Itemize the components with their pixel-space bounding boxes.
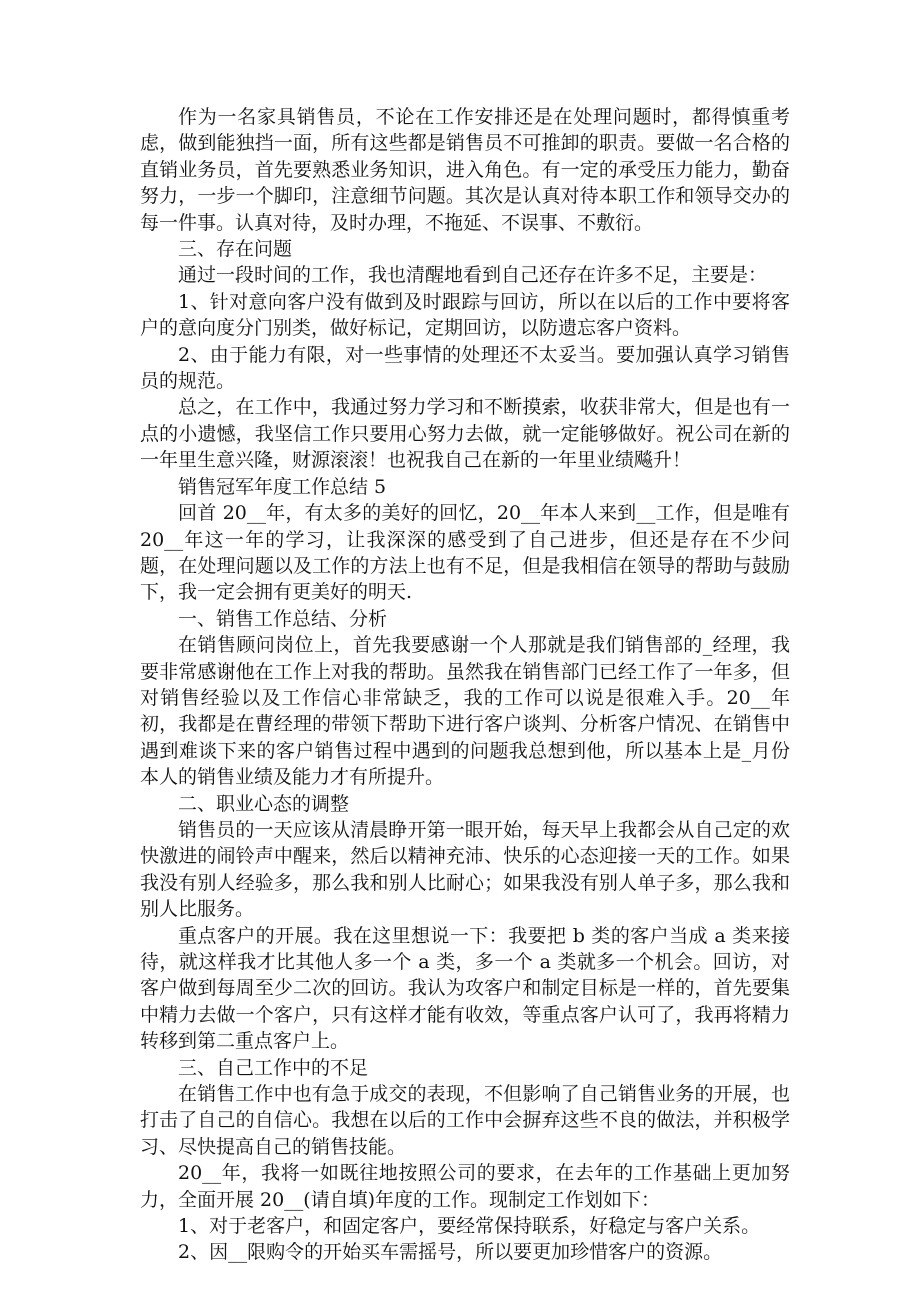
paragraph: 回首 20__年，有太多的美好的回忆，20__年本人来到__工作，但是唯有20__年这一年的学习，让我深深的感受到了自己进步，但还是存在不少问题，在处理问题以及工作的方法上也有不足，但是我相信在领导的帮助与鼓励下，我一定会拥有更美好的明天.	[140, 502, 790, 604]
list-item: 2、由于能力有限，对一些事情的处理还不太妥当。要加强认真学习销售员的规范。	[140, 343, 790, 393]
list-item: 2、因__限购令的开始买车需摇号，所以要更加珍惜客户的资源。	[178, 1241, 723, 1264]
paragraph: 在销售顾问岗位上，首先我要感谢一个人那就是我们销售部的_经理，我要非常感谢他在工作上对我的帮助。虽然我在销售部门已经工作了一年多，但对销售经验以及工作信心非常缺乏，我的工作可以说是很难入手。20__年初，我都是在曹经理的带领下帮助下进行客户谈判、分析客户情况、在销售中遇到难谈下来的客户销售过程中遇到的问题我总想到他，所以基本上是_月份本人的销售业绩及能力才有所提升。	[140, 634, 790, 789]
document-title: 销售冠军年度工作总结 5	[178, 475, 387, 498]
paragraph: 销售员的一天应该从清晨睁开第一眼开始，每天早上我都会从自己定的欢快激进的闹铃声中醒来，然后以精神充沛、快乐的心态迎接一天的工作。如果我没有别人经验多，那么我和别人比耐心；如果我没有别人单子多，那么我和别人比服务。	[140, 818, 790, 921]
section-heading: 三、存在问题	[178, 238, 293, 261]
paragraph: 20__年，我将一如既往地按照公司的要求，在去年的工作基础上更加努力，全面开展 20__(请自填)年度的工作。现制定工作划如下：	[140, 1162, 790, 1211]
section-heading: 二、职业心态的调整	[178, 792, 350, 815]
list-item: 1、针对意向客户没有做到及时跟踪与回访，所以在以后的工作中要将客户的意向度分门别类，做好标记，定期回访，以防遗忘客户资料。	[140, 290, 790, 340]
paragraph: 通过一段时间的工作，我也清醒地看到自己还存在许多不足，主要是：	[178, 264, 768, 287]
section-heading: 三、自己工作中的不足	[178, 1056, 369, 1079]
paragraph: 在销售工作中也有急于成交的表现，不但影响了自己销售业务的开展，也打击了自己的自信心。我想在以后的工作中会摒弃这些不良的做法，并积极学习、尽快提高自己的销售技能。	[140, 1083, 790, 1158]
list-item: 1、对于老客户，和固定客户，要经常保持联系，好稳定与客户关系。	[178, 1215, 761, 1238]
paragraph: 重点客户的开展。我在这里想说一下：我要把 b 类的客户当成 a 类来接待，就这样我才比其他人多一个 a 类，多一个 a 类就多一个机会。回访，对客户做到每周至少二次的回访。我认为攻客户和制定目标是一样的，首先要集中精力去做一个客户，只有这样才能有收效，等重点客户认可了，我再将精力转移到第二重点客户上。	[140, 924, 790, 1053]
paragraph: 作为一名家具销售员，不论在工作安排还是在处理问题时，都得慎重考虑，做到能独挡一面，所有这些都是销售员不可推卸的职责。要做一名合格的直销业务员，首先要熟悉业务知识，进入角色。有一定的承受压力能力，勤奋努力，一步一个脚印，注意细节问题。其次是认真对待本职工作和领导交办的每一件事。认真对待，及时办理，不拖延、不误事、不敷衍。	[140, 106, 790, 234]
document-body	[140, 104, 790, 1266]
section-heading: 一、销售工作总结、分析	[178, 607, 388, 630]
paragraph: 总之，在工作中，我通过努力学习和不断摸索，收获非常大，但是也有一点的小遗憾，我坚信工作只要用心努力去做，就一定能够做好。祝公司在新的一年里生意兴隆，财源滚滚！也祝我自己在新的一年里业绩飚升！	[140, 396, 790, 472]
